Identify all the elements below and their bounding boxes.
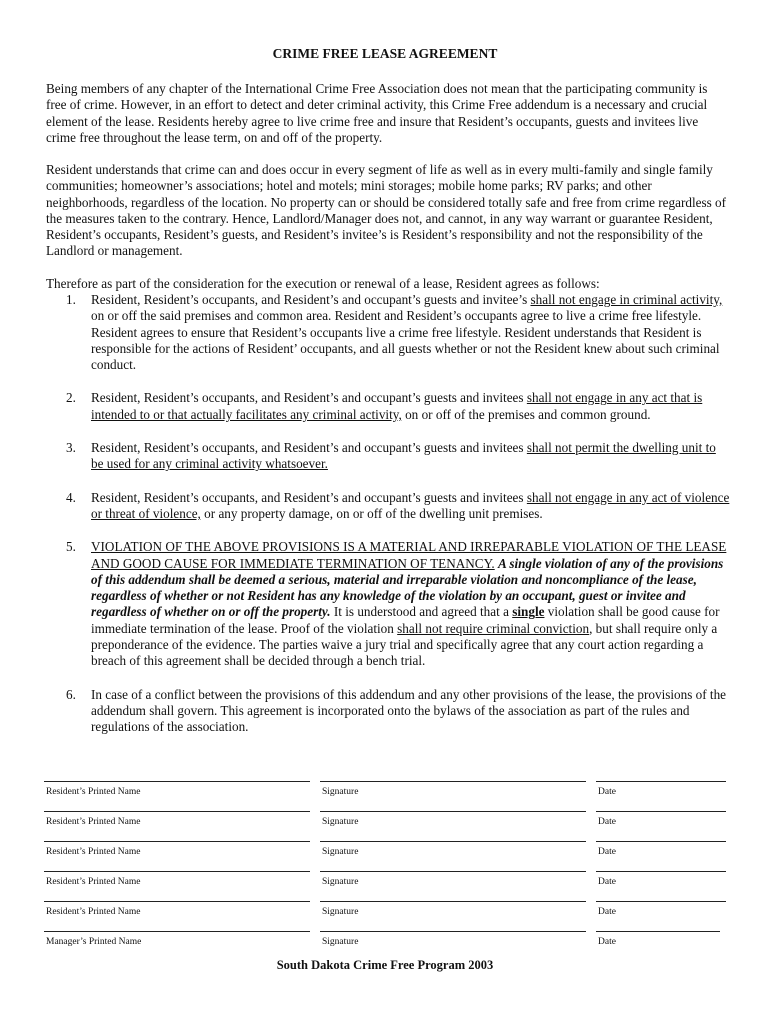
- date-label: Date: [598, 907, 616, 917]
- item-number: 3.: [66, 440, 76, 456]
- item-text: on or off the said premises and common area. Resident and Resident’s occupants agree to live a crime free lifestyle. Resident agrees to ensure that Resident’s occupants live a crime free lifestyle. Resident understands that Resident is responsible for the actions of Resident’ occupants, and all guests whether or not the Resident knew about such criminal conduct.: [91, 308, 720, 373]
- name-line[interactable]: [44, 871, 310, 872]
- signature-row: [0, 871, 770, 901]
- item-text: , but shall require only a preponderance of the evidence. The parties waive a jury trial and specifically agree that any court action regarding a breach of this agreement shall be decided through a bench trial.: [91, 620, 718, 669]
- date-label: Date: [598, 847, 616, 857]
- list-item: [46, 490, 730, 523]
- list-item-violation: [46, 539, 730, 669]
- date-line[interactable]: [596, 781, 726, 782]
- item-number: 6.: [66, 686, 76, 702]
- list-item: [46, 390, 730, 423]
- item-number: 4.: [66, 489, 76, 505]
- item-underlined-text: shall not engage in any act that is intended to or that actually facilitates any criminal activity,: [91, 390, 703, 422]
- signature-line[interactable]: [320, 841, 586, 842]
- signature-line[interactable]: [320, 901, 586, 902]
- item-underlined-text: shall not engage in any act of violence or threat of violence,: [91, 489, 730, 521]
- signature-row: [0, 841, 770, 871]
- item-text: or any property damage, on or off of the dwelling unit premises.: [200, 505, 543, 521]
- name-line[interactable]: [44, 841, 310, 842]
- name-label: Resident’s Printed Name: [46, 817, 141, 827]
- name-label: Resident’s Printed Name: [46, 877, 141, 887]
- item-text: Resident, Resident’s occupants, and Resident’s and occupant’s guests and invitees: [91, 390, 527, 406]
- violation-heading: VIOLATION OF THE ABOVE PROVISIONS IS A MATERIAL AND IRREPARABLE VIOLATION OF THE LEASE AND GOOD CAUSE FOR IMMEDIATE TERMINATION OF TENANCY.: [91, 539, 727, 571]
- violation-bold-italic-text: A single violation of any of the provisions of this addendum shall be deemed a serious, material and irreparable violation and noncompliance of the lease, regardless of whether or not Resident has any knowledge of the violation by an occupant, guest or invitee and regardless of whether on or off the property.: [91, 555, 724, 620]
- list-item: [46, 292, 730, 373]
- provisions-list: [46, 292, 730, 753]
- item-number: 1.: [66, 292, 76, 307]
- signature-line[interactable]: [320, 931, 586, 932]
- list-item: [46, 440, 730, 473]
- signature-row: [0, 811, 770, 841]
- signature-label: Signature: [322, 847, 359, 857]
- item-text: Resident, Resident’s occupants, and Resident’s and occupant’s guests and invitees: [91, 489, 527, 505]
- crime-understanding-paragraph: Resident understands that crime can and does occur in every segment of life as well as in every multi-family and single family communities; homeowner’s associations; hotel and motels; mini storages; mobile home parks; RV parks; and other neighborhoods, regardless of the location. No property can or should be considered totally safe and free from crime regardless of the measures taken to the contrary. Hence, Landlord/Manager does not, and cannot, in any way warrant or guarantee Resident, Resident’s occupants, Resident’s guests, and Resident’s invitee’s is Resident’s responsibility and not the responsibility of the Landlord or management.: [46, 162, 727, 259]
- item-text: It is understood and agreed that a: [330, 604, 513, 620]
- signature-label: Signature: [322, 907, 359, 917]
- date-label: Date: [598, 937, 616, 947]
- item-underlined-text: shall not require criminal conviction: [397, 620, 590, 636]
- item-text: In case of a conflict between the provisions of this addendum and any other provisions of the lease, the provisions of the addendum shall govern. This agreement is incorporated onto the bylaws of the association as part of the rules and regulations of the association.: [91, 686, 727, 735]
- signature-label: Signature: [322, 937, 359, 947]
- signature-label: Signature: [322, 817, 359, 827]
- date-label: Date: [598, 787, 616, 797]
- agreement-lead-paragraph: Therefore as part of the consideration for the execution or renewal of a lease, Resident agrees as follows:: [46, 276, 600, 291]
- signature-row: [0, 901, 770, 931]
- name-line[interactable]: [44, 931, 310, 932]
- date-line[interactable]: [596, 811, 726, 812]
- signature-row: [0, 781, 770, 811]
- intro-paragraph: Being members of any chapter of the International Crime Free Association does not mean that the participating community is free of crime. However, in an effort to detect and deter criminal activity, this Crime Free addendum is a necessary and crucial element of the lease. Residents hereby agree to live crime free and insure that Resident’s occupants, guests and invitees live crime free throughout the lease term, on and off of the property.: [46, 81, 708, 145]
- item-text: on or off of the premises and common ground.: [401, 406, 651, 422]
- date-line[interactable]: [596, 871, 726, 872]
- item-text: Resident, Resident’s occupants, and Resident’s and occupant’s guests and invitees: [91, 440, 527, 456]
- name-label: Resident’s Printed Name: [46, 907, 141, 917]
- program-footer: South Dakota Crime Free Program 2003: [276, 958, 494, 972]
- signature-line[interactable]: [320, 781, 586, 782]
- name-label: Resident’s Printed Name: [46, 847, 141, 857]
- name-line[interactable]: [44, 901, 310, 902]
- date-line[interactable]: [596, 901, 726, 902]
- signature-label: Signature: [322, 787, 359, 797]
- date-line[interactable]: [596, 931, 720, 932]
- name-label: Resident’s Printed Name: [46, 787, 141, 797]
- name-line[interactable]: [44, 781, 310, 782]
- item-underlined-text: shall not permit the dwelling unit to be used for any criminal activity whatsoever.: [91, 440, 716, 472]
- item-number: 2.: [66, 390, 76, 406]
- signature-line[interactable]: [320, 811, 586, 812]
- list-item-conflict: [46, 687, 730, 736]
- item-text: Resident, Resident’s occupants, and Resident’s and occupant’s guests and invitee’s: [91, 292, 531, 307]
- signature-label: Signature: [322, 877, 359, 887]
- name-label: Manager’s Printed Name: [46, 937, 142, 947]
- date-label: Date: [598, 877, 616, 887]
- item-number: 5.: [66, 539, 76, 555]
- item-text: violation shall be good cause for immediate termination of the lease. Proof of the violation: [91, 604, 720, 636]
- date-label: Date: [598, 817, 616, 827]
- single-emphasis: single: [512, 604, 545, 620]
- item-underlined-text: shall not engage in criminal activity,: [530, 292, 723, 307]
- signature-line[interactable]: [320, 871, 586, 872]
- signature-row-manager: [0, 931, 770, 961]
- date-line[interactable]: [596, 841, 726, 842]
- document-title: CRIME FREE LEASE AGREEMENT: [272, 46, 498, 61]
- name-line[interactable]: [44, 811, 310, 812]
